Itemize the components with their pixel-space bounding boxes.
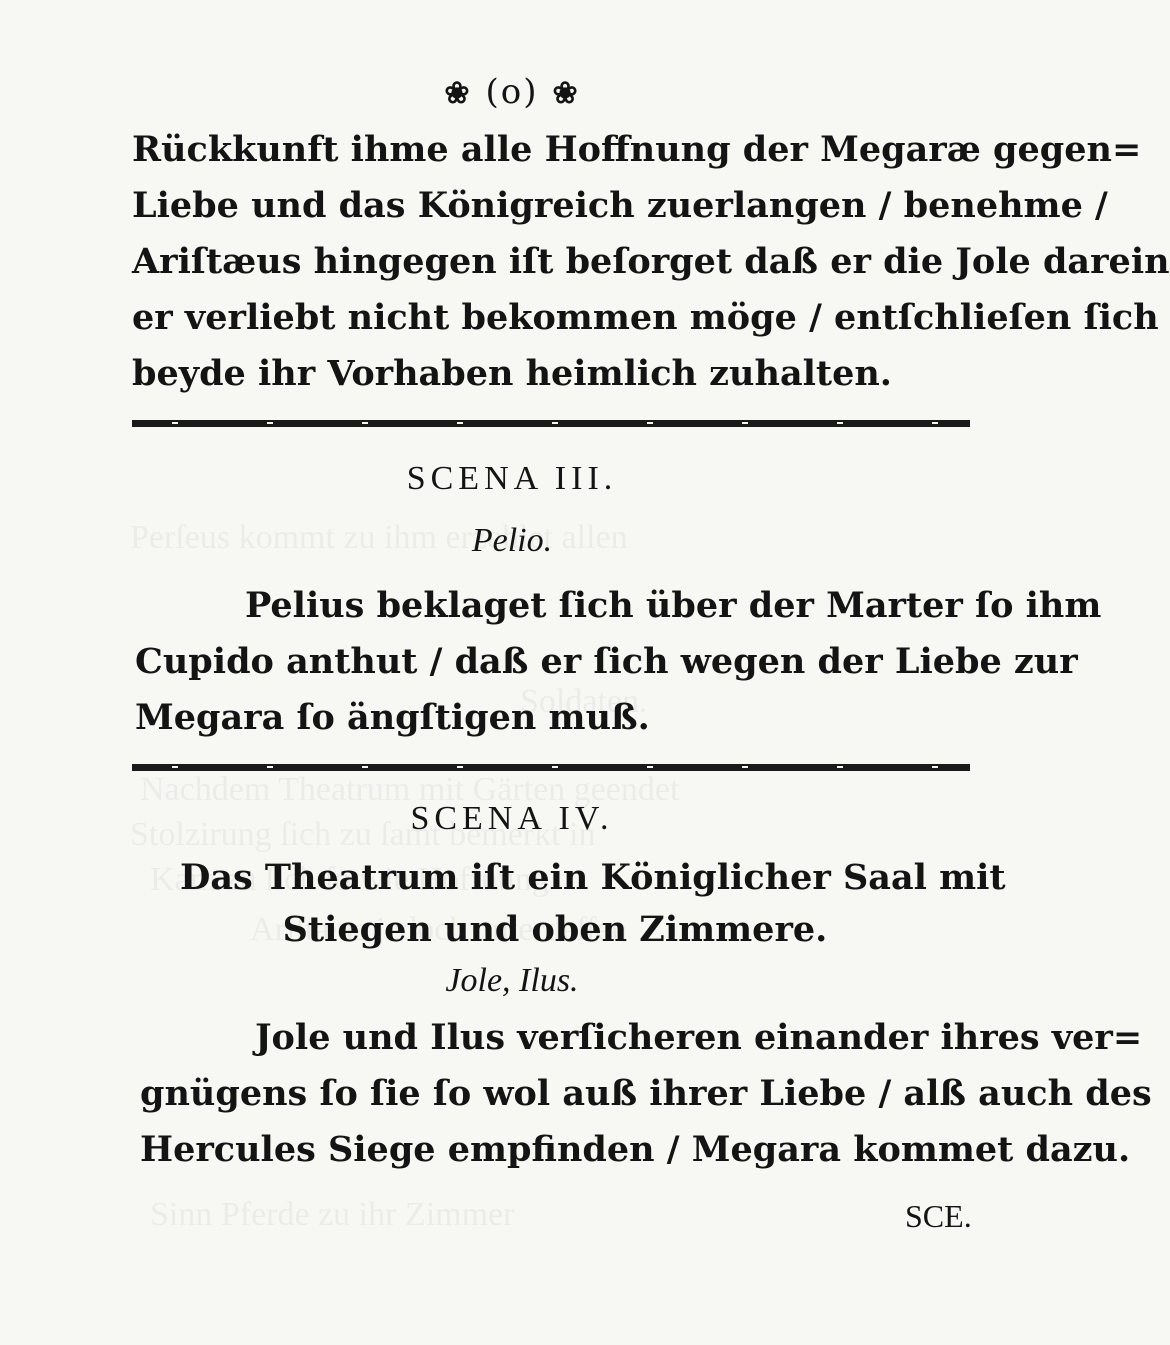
catchword: SCE. [905,1198,972,1234]
scene-4-speaker: Jole, Ilus. [445,962,579,999]
text-line: Ariſtæus hingegen iſt beſorget daß er die Jole darein [132,241,1170,282]
stage-direction [180,852,1006,956]
text-line: er verliebt nicht bekommen möge / entſchlieſen ſich [132,297,1159,338]
page-number: (o) [485,72,539,112]
text-line: Hercules Siege empfinden / Megara kommet dazu. [140,1129,1131,1170]
text-line: Liebe und das Königreich zuerlangen / benehme / [132,185,1108,226]
text-line: Stiegen und oben Zimmere. [282,909,828,950]
scene-4-heading: SCENA IV. [410,800,614,837]
intro-paragraph [132,122,1170,402]
text-line: gnügens ſo ſie ſo wol auß ihrer Liebe / alß auch des [140,1073,1152,1114]
scene-3-speaker: Pelio. [471,522,553,559]
text-line: Das Theatrum iſt ein Königlicher Saal mit [180,857,1006,898]
page-header [0,72,1024,112]
scene-3-paragraph [135,578,1102,746]
text-line: beyde ihr Vorhaben heimlich zuhalten. [132,353,892,394]
text-line: Rückkunft ihme alle Hoffnung der Megaræ gegen= [132,129,1142,170]
flower-ornament-icon: ❀ [552,76,580,111]
text-line: Jole und Ilus verſicheren einander ihres ver= [255,1017,1143,1058]
divider-rule [132,764,970,771]
scene-3-heading: SCENA III. [406,460,618,497]
divider-rule [132,420,970,427]
scene-4-paragraph [140,1010,1152,1178]
text-line: Pelius beklaget ſich über der Marter ſo ihm [245,585,1102,626]
text-line: Cupido anthut / daß er ſich wegen der Liebe zur [135,641,1078,682]
flower-ornament-icon: ❀ [444,76,472,111]
svg-text:Sinn Pferde zu ihr Zimmer [150,1196,515,1233]
text-line: Megara ſo ängſtigen muß. [135,697,650,738]
